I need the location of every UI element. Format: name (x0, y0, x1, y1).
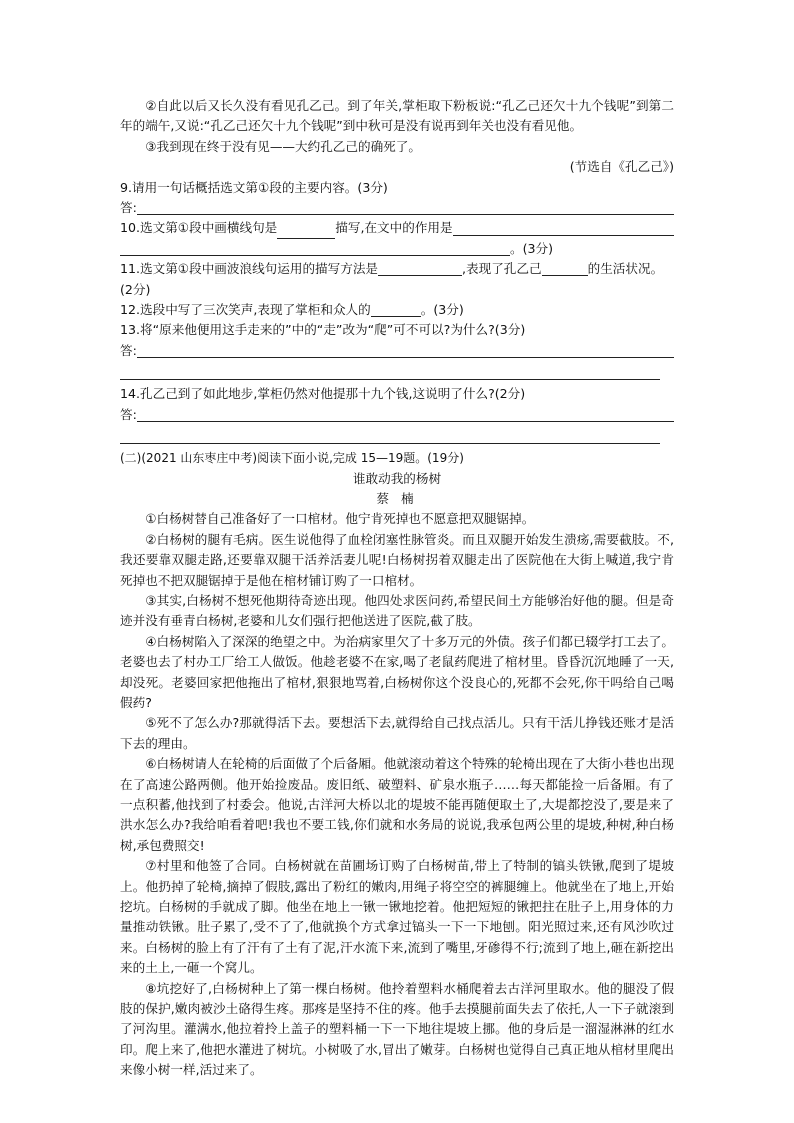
q14-answer-line-2[interactable] (120, 425, 660, 444)
story-paragraph-1: ①白杨树替自己准备好了一口棺材。他宁肯死掉也不愿意把双腿锯掉。 (145, 511, 535, 527)
story-paragraph-8: ⑧坑挖好了,白杨树种上了第一棵白杨树。他拎着塑料水桶爬着去古洋河里取水。他的腿没了假肢的保护,嫩肉被沙土硌得生疼。那疼是坚持不住的疼。他手去摸腿前面失去了依托,人一下子就滚到了河沟里。灌满水,他拉着拎上盖子的塑料桶一下一下地往堤坡上挪。他的身后是一溜湿淋淋的红水印。爬上来了,他把水灌进了树坑。小树吸了水,冒出了嫩芽。白杨树也觉得自己真正地从棺材里爬出来像小树一样,活过来了。 (120, 980, 674, 1078)
q14-answer-blank[interactable] (137, 407, 674, 422)
question-13: 13.将“原来他便用这手走来的”中的“走”改为“爬”可不可以?为什么?(3分) (120, 322, 526, 338)
q12-blank[interactable] (371, 302, 421, 317)
q13-answer-blank[interactable] (137, 343, 674, 358)
q12-text-b: 。(3分) (420, 302, 464, 318)
story-paragraph-5: ⑤死不了怎么办?那就得活下去。要想活下去,就得给自己找点活儿。只有干活儿挣钱还账才是活下去的理由。 (120, 715, 674, 751)
story-author: 蔡 楠 (376, 490, 418, 506)
q10-blank-1[interactable] (277, 224, 335, 239)
q9-answer-line[interactable] (120, 198, 674, 218)
question-9: 9.请用一句话概括选文第①段的主要内容。(3分) (120, 179, 388, 195)
answer-label: 答: (120, 200, 137, 216)
q9-answer-blank[interactable] (137, 200, 674, 215)
passage-paragraph-2: ②自此以后又长久没有看见孔乙己。到了年关,掌柜取下粉板说:“孔乙己还欠十九个钱呢”到第二年的端午,又说:“孔乙己还欠十九个钱呢”到中秋可是没有说再到年关也没有看见他。 (120, 98, 674, 134)
q13-answer-line[interactable] (120, 341, 674, 361)
q11-blank-1[interactable] (378, 261, 462, 276)
answer-label: 答: (120, 342, 137, 358)
section-2-heading: (二)(2021 山东枣庄中考)阅读下面小说,完成 15—19题。(19分) (120, 451, 464, 466)
document-page (120, 96, 674, 1081)
story-paragraph-7: ⑦村里和他签了合同。白杨树就在苗圃场订购了白杨树苗,带上了特制的镐头铁锹,爬到了堤坡上。他扔掉了轮椅,摘掉了假肢,露出了粉红的嫩肉,用绳子将空空的裤腿缠上。他就坐在了地上,开始挖坑。白杨树的手就成了脚。他坐在地上一锹一锹地挖着。他把短短的锹把拄在肚子上,用身体的力量推动铁锹。肚子累了,受不了了,他就换个方式拿过镐头一下一下地刨。阳光照过来,还有风沙吹过来。白杨树的脸上有了汗有了土有了泥,汗水流下来,流到了嘴里,牙碜得不行;流到了地上,砸在新挖出来的土上,一砸一个窝儿。 (120, 858, 674, 976)
q11-text-a: 11.选文第①段中画波浪线句运用的描写方法是 (120, 261, 379, 277)
story-paragraph-3: ③其实,白杨树不想死他期待奇迹出现。他四处求医问药,希望民间土方能够治好他的腿。但是奇迹并没有垂青白杨树,老婆和儿女们强行把他送进了医院,截了肢。 (120, 592, 674, 629)
q10-text-b: 描写,在文中的作用是 (335, 220, 453, 236)
q10-blank-2[interactable] (453, 221, 674, 236)
q13-answer-line-2[interactable] (120, 361, 660, 380)
question-10 (120, 218, 674, 238)
q11-text-c: 的生活状况。(2分) (120, 261, 664, 297)
q10-text-a: 10.选文第①段中画横线句是 (120, 220, 278, 236)
answer-label: 答: (120, 406, 137, 422)
q12-text-a: 12.选段中写了三次笑声,表现了掌柜和众人的 (120, 302, 371, 318)
question-12 (120, 300, 674, 320)
q11-blank-2[interactable] (542, 261, 588, 276)
question-14: 14.孔乙己到了如此地步,掌柜仍然对他提那十九个钱,这说明了什么?(2分) (120, 386, 526, 402)
q11-text-b: ,表现了孔乙己 (462, 261, 542, 277)
q10-blank-3[interactable] (120, 241, 510, 256)
passage-paragraph-3: ③我到现在终于没有见——大约孔乙己的确死了。 (145, 138, 421, 154)
story-paragraph-6: ⑥白杨树请人在轮椅的后面做了个后备厢。他就滚动着这个特殊的轮椅出现在了大街小巷也出现在了高速公路两侧。他开始捡废品。废旧纸、破塑料、矿泉水瓶子……每天都能捡一后备厢。有了一点积蓄,他找到了村委会。他说,古洋河大桥以北的堤坡不能再随便取土了,大堤都挖没了,要是来了洪水怎么办?我给咱看着吧!我也不要工钱,你们就和水务局的说说,我承包两公里的堤坡,种树,种白杨树,承包费照交! (120, 756, 674, 853)
story-paragraph-2: ②白杨树的腿有毛病。医生说他得了血栓闭塞性脉管炎。而且双腿开始发生溃疡,需要截肢。不,我还要靠双腿走路,还要靠双腿干活养活妻儿呢!白杨树拐着双腿走出了医院他在大街上喊道,我宁肯死掉也不把双腿锯掉于是他在棺材铺订购了一口棺材。 (120, 531, 674, 588)
passage-source: (节选自《孔乙己》) (569, 159, 674, 175)
q10-score: 。(3分) (510, 240, 554, 256)
q14-answer-line[interactable] (120, 405, 674, 425)
story-title: 谁敢动我的杨树 (352, 470, 442, 486)
story-paragraph-4: ④白杨树陷入了深深的绝望之中。为治病家里欠了十多万元的外债。孩子们都已辍学打工去了。老婆也去了村办工厂给工人做饭。他趁老婆不在家,喝了老鼠药爬进了棺材里。昏昏沉沉地睡了一天,却没死。老婆回家把他拖出了棺材,狠狠地骂着,白杨树你这个没良心的,死都不会死,你干吗给自己喝假药? (120, 633, 674, 710)
question-11 (120, 259, 674, 300)
q10-answer-line[interactable] (120, 239, 674, 259)
